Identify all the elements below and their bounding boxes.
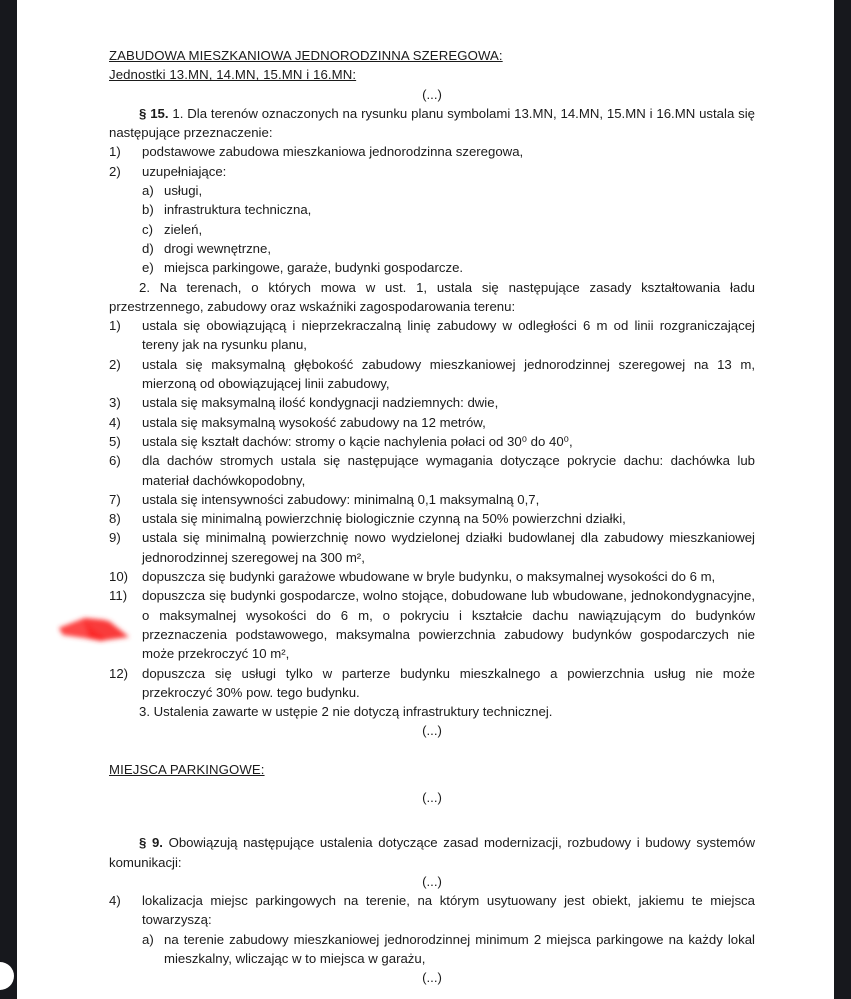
list-marker: 7) [109, 491, 121, 507]
list-marker: c) [142, 221, 153, 237]
list-marker: a) [142, 931, 154, 947]
list-item [142, 181, 755, 200]
list-item [109, 432, 755, 451]
ellipsis-5: (...) [422, 970, 442, 986]
heading-miejsca-parkingowe: MIEJSCA PARKINGOWE: [109, 761, 265, 777]
list-item [109, 490, 755, 509]
list-text: dla dachów stromych ustala się następujące wymagania dotyczące pokrycie dachu: dachówka lub materiał dachówkopodobny, [142, 453, 755, 488]
list-marker: 11) [109, 588, 128, 604]
list-marker: 5) [109, 433, 121, 449]
list-text: ustala się minimalną powierzchnię nowo wydzielonej działki budowlanej dla zabudowy mieszkaniowej jednorodzinnej szeregowej na 300 m², [142, 530, 755, 565]
list-text: ustala się minimalną powierzchnię biologicznie czynną na 50% powierzchni działki, [142, 511, 626, 527]
list-text: uzupełniające: [142, 163, 227, 179]
list-text: usługi, [164, 183, 203, 199]
list-item [142, 200, 755, 219]
list-text: dopuszcza się budynki garażowe wbudowane w bryle budynku, o maksymalnej wysokości do 6 m, [142, 569, 716, 585]
list-marker: b) [142, 202, 154, 218]
list-marker: 6) [109, 453, 121, 469]
list-marker: 8) [109, 511, 121, 527]
list-item [109, 528, 755, 567]
section-15-label: § 15. [139, 105, 169, 121]
list-marker: a) [142, 183, 154, 199]
section-15-intro: 1. Dla terenów oznaczonych na rysunku planu symbolami 13.MN, 14.MN, 15.MN i 16.MN ustala się następujące przeznaczenie: [109, 105, 756, 141]
list-marker: 3) [109, 395, 121, 411]
list-item [142, 220, 755, 239]
point-3-paragraph: 3. Ustalenia zawarte w ustępie 2 nie dotyczą infrastruktury technicznej. [139, 704, 553, 720]
ellipsis-1: (...) [422, 86, 442, 102]
list-item [109, 586, 755, 663]
list-item [109, 413, 755, 432]
list-item [109, 162, 755, 181]
list-text: zieleń, [164, 221, 203, 237]
list-marker: 2) [109, 356, 121, 372]
list-text: ustala się maksymalną głębokość zabudowy mieszkaniowej jednorodzinnej szeregowej na 13 m, mierzoną od obowiązującej linii zabudowy, [142, 356, 755, 392]
section-15-paragraph [109, 104, 755, 143]
list-marker: 4) [109, 893, 121, 909]
list-text: miejsca parkingowe, garaże, budynki gospodarcze. [164, 260, 464, 276]
list-text: na terenie zabudowy mieszkaniowej jednorodzinnej minimum 2 miejsca parkingowe na każdy lokal mieszkalny, wliczając w to miejsca w garażu, [164, 931, 755, 967]
list-item [109, 393, 755, 412]
section-9-label: § 9. [139, 835, 163, 851]
list-item [109, 891, 755, 930]
list-item [142, 930, 755, 969]
list-marker: 2) [109, 163, 121, 179]
list-text: ustala się kształt dachów: stromy o kącie nachylenia połaci od 30⁰ do 40⁰, [142, 433, 573, 449]
list-marker: 1) [109, 144, 121, 160]
section-9-paragraph [109, 833, 755, 872]
list-item [142, 258, 755, 277]
list-item [109, 567, 755, 586]
list-item [109, 355, 755, 394]
ellipsis-2: (...) [422, 723, 442, 739]
list-item [109, 316, 755, 355]
list-marker: 12) [109, 665, 129, 681]
list-text: dopuszcza się budynki gospodarcze, wolno stojące, dobudowane lub wbudowane, jednokondygnacyjne, o maksymalnej wysokości do 6 m, o pokryciu i kształcie dachu nawiązującym do budynków przeznaczenia podstawowego, maksymalna powierzchnia zabudowy budynków gospodarczych nie może przekroczyć 10 m², [142, 588, 755, 662]
ellipsis-4: (...) [422, 873, 442, 889]
list-text: podstawowe zabudowa mieszkaniowa jednorodzinna szeregowa, [142, 144, 524, 160]
list-text: ustala się maksymalną ilość kondygnacji nadziemnych: dwie, [142, 395, 499, 411]
ellipsis-3: (...) [422, 789, 442, 805]
list-text: dopuszcza się usługi tylko w parterze budynku mieszkalnego a powierzchnia usług nie może przekroczyć 30% pow. tego budynku. [142, 665, 755, 700]
list-text: ustala się obowiązującą i nieprzekraczalną linię zabudowy w odległości 6 m od linii rozgraniczającej tereny jak na rysunku planu, [142, 318, 755, 353]
list-marker: e) [142, 260, 154, 276]
list-text: drogi wewnętrzne, [164, 240, 272, 256]
list-text: infrastruktura techniczna, [164, 202, 312, 218]
list-marker: 1) [109, 318, 121, 334]
list-text: ustala się intensywności zabudowy: minimalną 0,1 maksymalną 0,7, [142, 491, 540, 507]
list-item [109, 451, 755, 490]
document-body [109, 46, 755, 988]
heading-jednostki: Jednostki 13.MN, 14.MN, 15.MN i 16.MN: [109, 67, 357, 83]
list-text: lokalizacja miejsc parkingowych na terenie, na którym usytuowany jest obiekt, jakiemu te miejsca towarzyszą: [142, 893, 755, 928]
list-item [142, 239, 755, 258]
document-page [17, 0, 834, 999]
heading-zabudowa: ZABUDOWA MIESZKANIOWA JEDNORODZINNA SZEREGOWA: [109, 48, 503, 63]
point-2-paragraph: 2. Na terenach, o których mowa w ust. 1, ustala się następujące zasady kształtowania ładu przestrzennego, zabudowy oraz wskaźniki zagospodarowania terenu: [109, 279, 755, 314]
list-item [109, 142, 755, 161]
list-text: ustala się maksymalną wysokość zabudowy na 12 metrów, [142, 414, 486, 430]
list-item [109, 509, 755, 528]
section-9-intro: Obowiązują następujące ustalenia dotyczące zasad modernizacji, rozbudowy i budowy systemów komunikacji: [109, 835, 755, 870]
list-item [109, 664, 755, 703]
list-marker: 4) [109, 414, 121, 430]
scrollbar-track[interactable] [838, 0, 848, 999]
list-marker: 10) [109, 569, 129, 585]
viewer-left-chrome [0, 0, 17, 999]
list-marker: 9) [109, 530, 121, 546]
list-marker: d) [142, 240, 154, 256]
